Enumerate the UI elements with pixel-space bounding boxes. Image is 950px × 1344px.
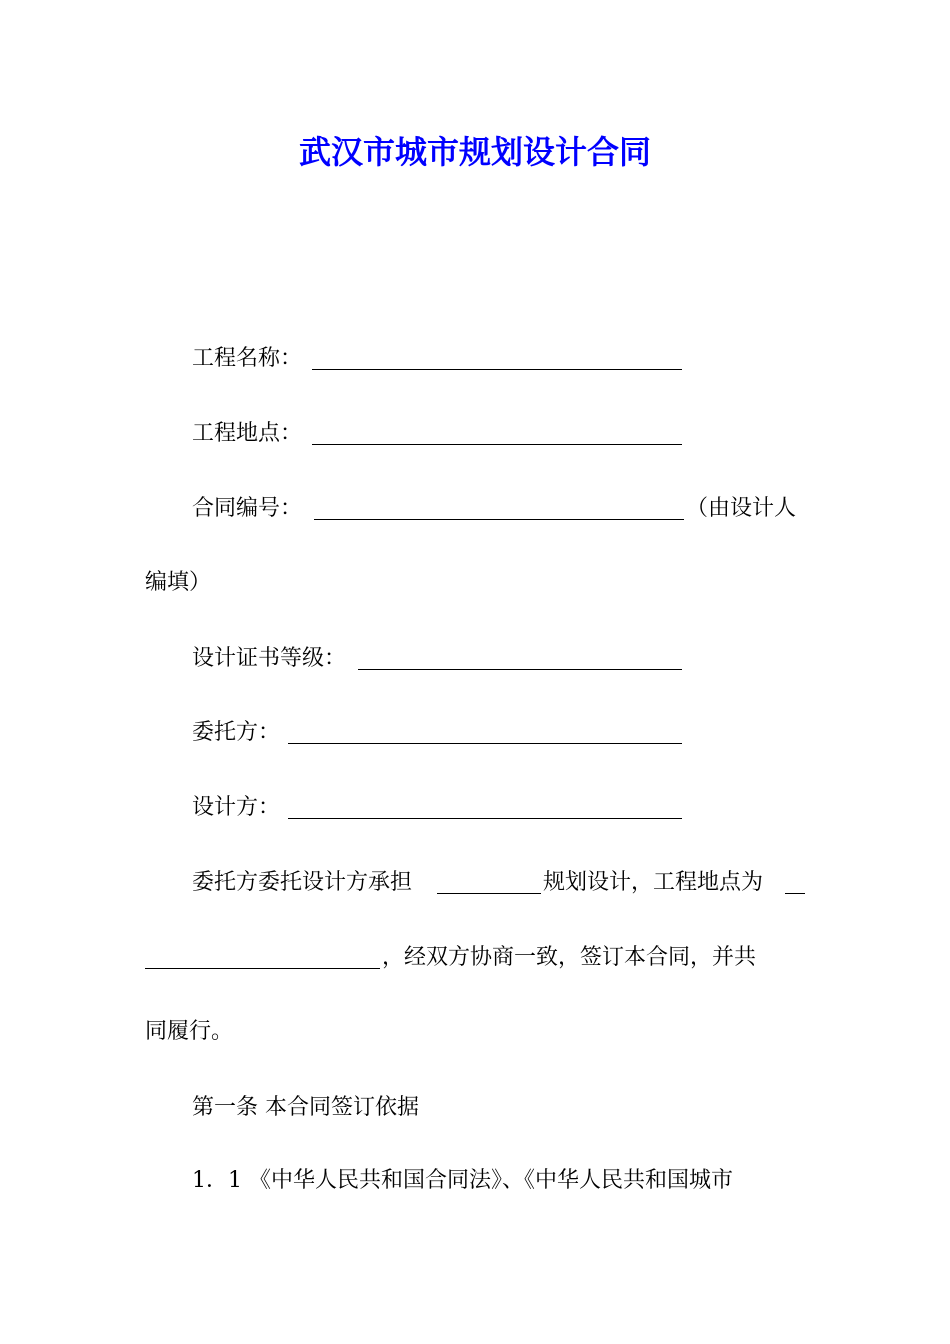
- article-1-heading: 第一条 本合同签订依据: [192, 1095, 419, 1120]
- project-location-blank: [312, 444, 682, 445]
- client-blank: [288, 743, 682, 744]
- contract-number-blank: [314, 519, 684, 520]
- certificate-level-label: 设计证书等级：: [192, 646, 347, 671]
- intro-text-part4: 同履行。: [145, 1019, 234, 1044]
- intro-location-blank-b: [145, 968, 380, 969]
- certificate-level-blank: [358, 669, 682, 670]
- contract-number-note: （由设计人: [686, 496, 797, 521]
- intro-project-blank: [437, 893, 541, 894]
- designer-blank: [288, 818, 682, 819]
- project-location-label: 工程地点：: [192, 421, 303, 446]
- intro-text-part2: 规划设计，工程地点为: [543, 870, 764, 895]
- intro-text-part3: ，经双方协商一致，签订本合同，并共: [382, 945, 757, 970]
- contract-number-note-continued: 编填）: [145, 570, 212, 595]
- project-name-blank: [312, 369, 682, 370]
- document-title: 武汉市城市规划设计合同: [298, 133, 651, 171]
- clause-1-1: 1．1 《中华人民共和国合同法》、《中华人民共和国城市: [192, 1168, 733, 1193]
- intro-location-blank-a: [785, 893, 805, 894]
- designer-label: 设计方：: [192, 795, 281, 820]
- client-label: 委托方：: [192, 720, 281, 745]
- project-name-label: 工程名称：: [192, 346, 303, 371]
- contract-number-label: 合同编号：: [192, 496, 303, 521]
- intro-text-part1: 委托方委托设计方承担: [192, 870, 413, 895]
